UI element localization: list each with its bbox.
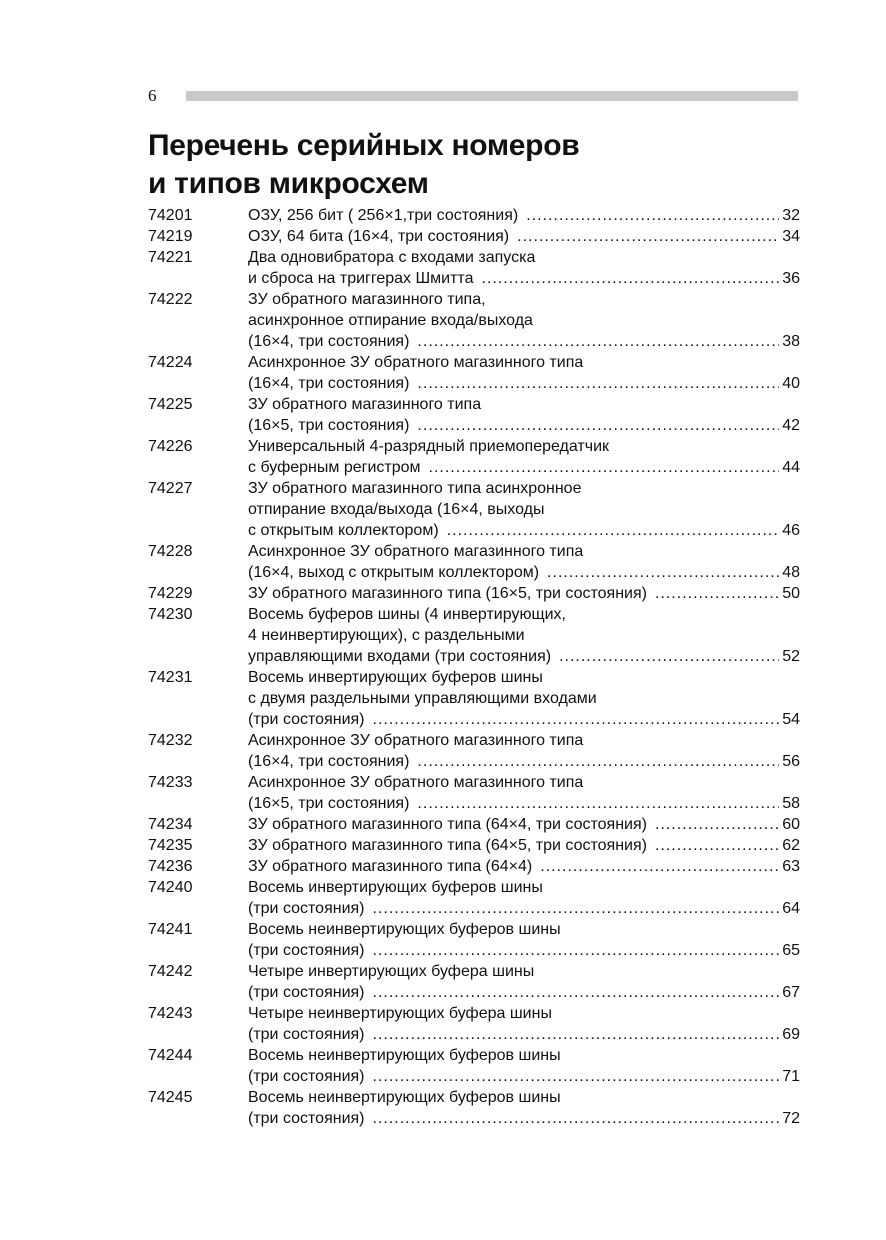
dot-leader bbox=[517, 226, 779, 247]
description-line-with-page bbox=[248, 226, 800, 247]
dot-leader bbox=[417, 793, 779, 814]
description-line: ЗУ обратного магазинного типа (64×4) bbox=[248, 858, 533, 875]
chip-code: 74234 bbox=[148, 816, 193, 833]
page-ref: 67 bbox=[782, 984, 800, 1001]
page-ref: 52 bbox=[782, 648, 800, 665]
toc-entry bbox=[148, 877, 800, 919]
chip-description bbox=[248, 856, 800, 877]
description-line: 4 неинвертирующих), с раздельными bbox=[248, 627, 525, 644]
page-ref: 58 bbox=[782, 795, 800, 812]
description-line-with-page bbox=[248, 457, 800, 478]
toc-entry bbox=[148, 1045, 800, 1087]
description-line: Асинхронное ЗУ обратного магазинного типа bbox=[248, 543, 584, 560]
chip-code: 74229 bbox=[148, 585, 193, 602]
description-line: (16×4, выход с открытым коллектором) bbox=[248, 564, 540, 581]
chip-description bbox=[248, 730, 800, 772]
chip-description bbox=[248, 1087, 800, 1129]
chip-code: 74224 bbox=[148, 354, 193, 371]
toc-entry bbox=[148, 226, 800, 247]
dot-leader bbox=[373, 982, 780, 1003]
chip-description bbox=[248, 541, 800, 583]
description-line-with-page bbox=[248, 1024, 800, 1045]
description-line: Восемь неинвертирующих буферов шины bbox=[248, 921, 561, 938]
description-line: отпирание входа/выхода (16×4, выходы bbox=[248, 501, 545, 518]
chip-code: 74219 bbox=[148, 228, 193, 245]
page-ref: 34 bbox=[782, 228, 800, 245]
chip-code: 74241 bbox=[148, 921, 193, 938]
page-title-line-1: Перечень серийных номеров bbox=[148, 129, 580, 162]
page-ref: 56 bbox=[782, 753, 800, 770]
description-line: ЗУ обратного магазинного типа (64×4, три состояния) bbox=[248, 816, 647, 833]
chip-code: 74235 bbox=[148, 837, 193, 854]
description-line-with-page bbox=[248, 814, 800, 835]
description-line: асинхронное отпирание входа/выхода bbox=[248, 312, 533, 329]
description-line: (три состояния) bbox=[248, 900, 365, 917]
description-line: ЗУ обратного магазинного типа асинхронное bbox=[248, 480, 582, 497]
chip-description bbox=[248, 247, 800, 289]
description-line: Восемь неинвертирующих буферов шины bbox=[248, 1047, 561, 1064]
chip-description bbox=[248, 352, 800, 394]
chip-description bbox=[248, 919, 800, 961]
chip-code: 74232 bbox=[148, 732, 193, 749]
page-ref: 38 bbox=[782, 333, 800, 350]
toc-entry bbox=[148, 961, 800, 1003]
dot-leader bbox=[373, 1108, 780, 1129]
description-line: (три состояния) bbox=[248, 1110, 365, 1127]
description-line: (три состояния) bbox=[248, 1068, 365, 1085]
toc-entry bbox=[148, 604, 800, 667]
toc-entry bbox=[148, 772, 800, 814]
chip-code: 74244 bbox=[148, 1047, 193, 1064]
chip-description bbox=[248, 961, 800, 1003]
toc-entry bbox=[148, 478, 800, 541]
chip-description bbox=[248, 604, 800, 667]
description-line: Четыре инвертирующих буфера шины bbox=[248, 963, 535, 980]
chip-description bbox=[248, 877, 800, 919]
chip-code: 74222 bbox=[148, 291, 193, 308]
dot-leader bbox=[417, 415, 779, 436]
toc-entry bbox=[148, 919, 800, 961]
page-ref: 42 bbox=[782, 417, 800, 434]
toc-entry bbox=[148, 247, 800, 289]
toc-entry bbox=[148, 667, 800, 730]
page-title-line-2: и типов микросхем bbox=[148, 167, 429, 200]
page-number: 6 bbox=[148, 86, 157, 105]
description-line: Восемь инвертирующих буферов шины bbox=[248, 879, 543, 896]
page-ref: 64 bbox=[782, 900, 800, 917]
toc-entry bbox=[148, 730, 800, 772]
description-line: (16×4, три состояния) bbox=[248, 753, 410, 770]
dot-leader bbox=[373, 940, 780, 961]
description-line-with-page bbox=[248, 646, 800, 667]
dot-leader bbox=[429, 457, 780, 478]
description-line: управляющими входами (три состояния) bbox=[248, 648, 552, 665]
description-line-with-page bbox=[248, 835, 800, 856]
chip-description bbox=[248, 1045, 800, 1087]
page-title bbox=[148, 127, 768, 203]
page-ref: 71 bbox=[782, 1068, 800, 1085]
description-line: Восемь инвертирующих буферов шины bbox=[248, 669, 543, 686]
chip-description bbox=[248, 436, 800, 478]
description-line: ОЗУ, 64 бита (16×4, три состояния) bbox=[248, 228, 510, 245]
description-line-with-page bbox=[248, 415, 800, 436]
description-line: ЗУ обратного магазинного типа (16×5, три состояния) bbox=[248, 585, 647, 602]
description-line-with-page bbox=[248, 1066, 800, 1087]
description-line-with-page bbox=[248, 709, 800, 730]
chip-code: 74227 bbox=[148, 480, 193, 497]
dot-leader bbox=[655, 583, 779, 604]
description-line: ЗУ обратного магазинного типа bbox=[248, 396, 482, 413]
chip-code: 74240 bbox=[148, 879, 193, 896]
dot-leader bbox=[526, 205, 779, 226]
toc-entry bbox=[148, 541, 800, 583]
description-line-with-page bbox=[248, 583, 800, 604]
description-line-with-page bbox=[248, 898, 800, 919]
description-line: ОЗУ, 256 бит ( 256×1,три состояния) bbox=[248, 207, 519, 224]
dot-leader bbox=[373, 709, 780, 730]
description-line-with-page bbox=[248, 982, 800, 1003]
description-line: (три состояния) bbox=[248, 984, 365, 1001]
description-line: ЗУ обратного магазинного типа (64×5, три состояния) bbox=[248, 837, 647, 854]
toc-entry bbox=[148, 1003, 800, 1045]
toc-entry bbox=[148, 583, 800, 604]
description-line: Два одновибратора с входами запуска bbox=[248, 249, 536, 266]
dot-leader bbox=[417, 751, 779, 772]
chip-description bbox=[248, 835, 800, 856]
description-line-with-page bbox=[248, 268, 800, 289]
dot-leader bbox=[373, 1066, 780, 1087]
dot-leader bbox=[559, 646, 779, 667]
description-line: (16×4, три состояния) bbox=[248, 333, 410, 350]
chip-code: 74233 bbox=[148, 774, 193, 791]
description-line-with-page bbox=[248, 373, 800, 394]
chip-description bbox=[248, 814, 800, 835]
toc-entry bbox=[148, 394, 800, 436]
description-line: (три состояния) bbox=[248, 711, 365, 728]
page-ref: 40 bbox=[782, 375, 800, 392]
dot-leader bbox=[481, 268, 779, 289]
chip-code: 74201 bbox=[148, 207, 193, 224]
description-line: с открытым коллектором) bbox=[248, 522, 439, 539]
toc-entry bbox=[148, 814, 800, 835]
toc-entry bbox=[148, 856, 800, 877]
chip-code: 74230 bbox=[148, 606, 193, 623]
description-line: (16×5, три состояния) bbox=[248, 795, 410, 812]
chip-description bbox=[248, 289, 800, 352]
description-line-with-page bbox=[248, 751, 800, 772]
chip-code: 74242 bbox=[148, 963, 193, 980]
chip-description bbox=[248, 583, 800, 604]
chip-description bbox=[248, 394, 800, 436]
toc-entry bbox=[148, 352, 800, 394]
description-line: Восемь буферов шины (4 инвертирующих, bbox=[248, 606, 566, 623]
page-ref: 36 bbox=[782, 270, 800, 287]
description-line: Асинхронное ЗУ обратного магазинного типа bbox=[248, 774, 584, 791]
description-line: Восемь неинвертирующих буферов шины bbox=[248, 1089, 561, 1106]
page-ref: 50 bbox=[782, 585, 800, 602]
description-line-with-page bbox=[248, 1108, 800, 1129]
description-line: (три состояния) bbox=[248, 1026, 365, 1043]
toc-entry bbox=[148, 289, 800, 352]
description-line-with-page bbox=[248, 940, 800, 961]
toc-entry bbox=[148, 205, 800, 226]
description-line-with-page bbox=[248, 856, 800, 877]
chip-code: 74236 bbox=[148, 858, 193, 875]
chip-description bbox=[248, 478, 800, 541]
chip-code: 74228 bbox=[148, 543, 193, 560]
description-line: Асинхронное ЗУ обратного магазинного типа bbox=[248, 354, 584, 371]
chip-description bbox=[248, 772, 800, 814]
chip-code: 74231 bbox=[148, 669, 193, 686]
description-line-with-page bbox=[248, 562, 800, 583]
description-line: (16×5, три состояния) bbox=[248, 417, 410, 434]
description-line: Асинхронное ЗУ обратного магазинного типа bbox=[248, 732, 584, 749]
description-line: с буферным регистром bbox=[248, 459, 421, 476]
toc-entry bbox=[148, 835, 800, 856]
page-ref: 44 bbox=[782, 459, 800, 476]
dot-leader bbox=[447, 520, 780, 541]
chip-code: 74221 bbox=[148, 249, 193, 266]
page-ref: 48 bbox=[782, 564, 800, 581]
description-line: Четыре неинвертирующих буфера шины bbox=[248, 1005, 552, 1022]
description-line: и сброса на триггерах Шмитта bbox=[248, 270, 474, 287]
description-line: Универсальный 4-разрядный приемопередатчик bbox=[248, 438, 610, 455]
page-ref: 46 bbox=[782, 522, 800, 539]
page-ref: 72 bbox=[782, 1110, 800, 1127]
chip-description bbox=[248, 1003, 800, 1045]
description-line-with-page bbox=[248, 793, 800, 814]
dot-leader bbox=[373, 898, 780, 919]
page-ref: 65 bbox=[782, 942, 800, 959]
header-bar bbox=[186, 91, 798, 101]
page-ref: 54 bbox=[782, 711, 800, 728]
description-line: ЗУ обратного магазинного типа, bbox=[248, 291, 486, 308]
chip-code: 74243 bbox=[148, 1005, 193, 1022]
dot-leader bbox=[373, 1024, 780, 1045]
page-ref: 60 bbox=[782, 816, 800, 833]
page-header bbox=[148, 86, 798, 106]
description-line-with-page bbox=[248, 331, 800, 352]
description-line: (три состояния) bbox=[248, 942, 365, 959]
page-ref: 63 bbox=[782, 858, 800, 875]
chip-code: 74225 bbox=[148, 396, 193, 413]
dot-leader bbox=[547, 562, 779, 583]
toc-entry bbox=[148, 1087, 800, 1129]
toc-list bbox=[148, 205, 800, 1129]
dot-leader bbox=[540, 856, 779, 877]
chip-description bbox=[248, 667, 800, 730]
chip-code: 74245 bbox=[148, 1089, 193, 1106]
page-ref: 69 bbox=[782, 1026, 800, 1043]
dot-leader bbox=[417, 331, 779, 352]
page-ref: 62 bbox=[782, 837, 800, 854]
description-line: (16×4, три состояния) bbox=[248, 375, 410, 392]
description-line: с двумя раздельными управляющими входами bbox=[248, 690, 597, 707]
dot-leader bbox=[655, 814, 779, 835]
description-line-with-page bbox=[248, 205, 800, 226]
chip-code: 74226 bbox=[148, 438, 193, 455]
chip-description bbox=[248, 226, 800, 247]
page-ref: 32 bbox=[782, 207, 800, 224]
description-line-with-page bbox=[248, 520, 800, 541]
dot-leader bbox=[655, 835, 779, 856]
dot-leader bbox=[417, 373, 779, 394]
chip-description bbox=[248, 205, 800, 226]
toc-entry bbox=[148, 436, 800, 478]
